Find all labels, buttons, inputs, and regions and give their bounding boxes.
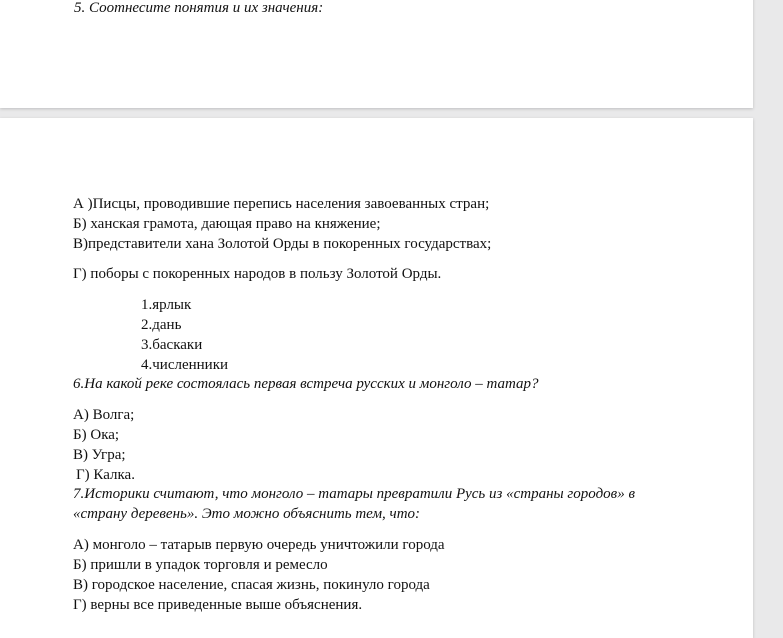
q7-option-b: Б) пришли в упадок торговля и ремесло	[73, 557, 328, 573]
q7-option-a: А) монголо – татарыв первую очередь уничтожили города	[73, 537, 445, 553]
q5-definition-a: А )Писцы, проводившие перепись населения завоеванных стран;	[73, 196, 490, 212]
q6-option-d: Г) Калка.	[76, 467, 135, 483]
q6-option-b: Б) Ока;	[73, 427, 120, 443]
q6-option-a: А) Волга;	[73, 407, 135, 423]
q5-definition-c: В)представители хана Золотой Орды в покоренных государствах;	[73, 236, 492, 252]
q6-option-c: В) Угра;	[73, 447, 126, 463]
q5-term-4: 4.численники	[141, 357, 229, 373]
q5-definition-d: Г) поборы с покоренных народов в пользу Золотой Орды.	[73, 266, 442, 282]
q7-option-d: Г) верны все приведенные выше объяснения.	[73, 597, 363, 613]
question-7-title-line-1: 7.Историки считают, что монголо – татары превратили Русь из «страны городов» в	[73, 486, 635, 502]
document-page-2	[0, 118, 753, 638]
q5-term-3: 3.баскаки	[141, 337, 203, 353]
question-5-title: 5. Соотнесите понятия и их значения:	[74, 0, 324, 16]
q5-definition-b: Б) ханская грамота, дающая право на княжение;	[73, 216, 381, 232]
document-page-1	[0, 0, 753, 108]
q5-term-2: 2.дань	[141, 317, 182, 333]
q7-option-c: В) городское население, спасая жизнь, покинуло города	[73, 577, 430, 593]
question-6-title: 6.На какой реке состоялась первая встреча русских и монголо – татар?	[73, 376, 539, 392]
question-7-title-line-2: «страну деревень». Это можно объяснить тем, что:	[73, 506, 421, 522]
q5-term-1: 1.ярлык	[141, 297, 192, 313]
